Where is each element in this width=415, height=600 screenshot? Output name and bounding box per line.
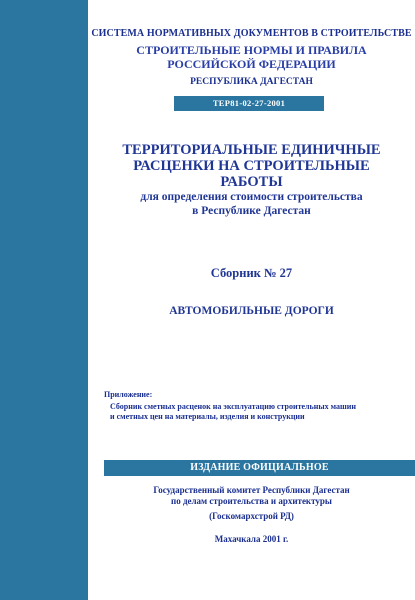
system-name: СИСТЕМА НОРМАТИВНЫХ ДОКУМЕНТОВ В СТРОИТЕЛЬСТВЕ <box>91 28 412 39</box>
norms-title-line1: СТРОИТЕЛЬНЫЕ НОРМЫ И ПРАВИЛА <box>136 43 367 57</box>
left-color-bar <box>0 0 88 600</box>
collection-number: Сборник № 27 <box>210 266 293 280</box>
publisher-line3: (Госкомархстрой РД) <box>209 511 294 521</box>
subtitle-line1: для определения стоимости строительства <box>140 191 363 203</box>
appendix-line1: Сборник сметных расценок на эксплуатацию строительных машин <box>110 402 356 411</box>
document-code-badge: ТЕР81-02-27-2001 <box>174 96 324 111</box>
norms-title-line2: РОССИЙСКОЙ ФЕДЕРАЦИИ <box>167 57 336 71</box>
main-title-line3: РАБОТЫ <box>220 174 283 190</box>
republic-name: РЕСПУБЛИКА ДАГЕСТАН <box>190 77 313 87</box>
cover-content <box>88 0 415 600</box>
section-title: АВТОМОБИЛЬНЫЕ ДОРОГИ <box>169 305 334 317</box>
publisher-line2: по делам строительства и архитектуры <box>171 496 332 506</box>
appendix-line2: и сметных цен на материалы, изделия и конструкции <box>110 412 305 421</box>
publisher-line1: Государственный комитет Республики Дагестан <box>153 485 350 495</box>
official-edition-banner: ИЗДАНИЕ ОФИЦИАЛЬНОЕ <box>104 460 415 476</box>
place-and-year: Махачкала 2001 г. <box>214 534 289 544</box>
main-title-line1: ТЕРРИТОРИАЛЬНЫЕ ЕДИНИЧНЫЕ <box>122 142 381 158</box>
appendix-label: Приложение: <box>104 390 153 399</box>
subtitle-line2: в Республике Дагестан <box>192 205 311 217</box>
main-title-line2: РАСЦЕНКИ НА СТРОИТЕЛЬНЫЕ <box>133 158 370 174</box>
